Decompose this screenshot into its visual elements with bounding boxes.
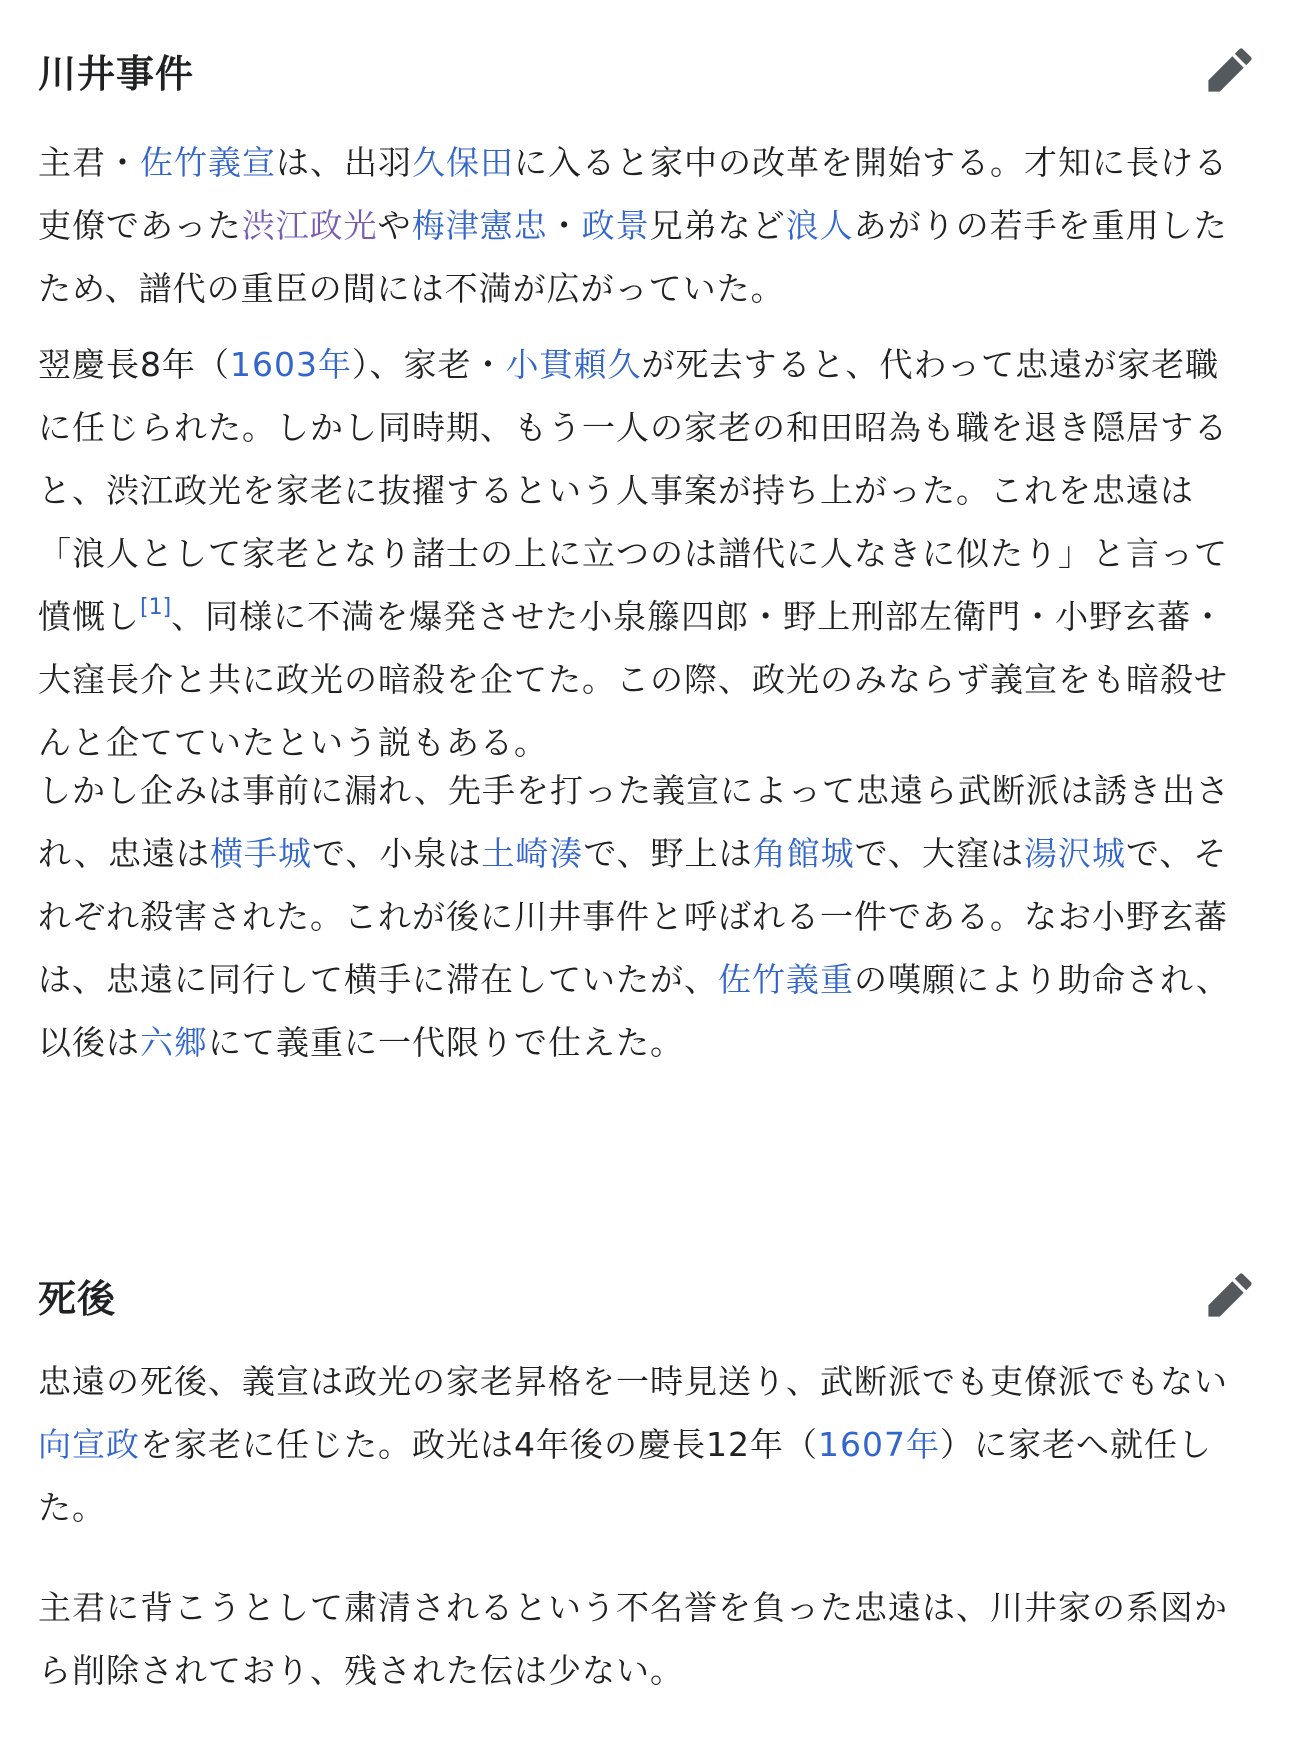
section-title: 死後 [38, 1276, 117, 1321]
wiki-link[interactable]: 浪人 [785, 206, 854, 245]
paragraph [38, 333, 1252, 774]
paragraph-text: で、それぞれ殺害された。これが後に川井事件と呼ばれる一件である。なお小野玄蕃は、忠遠に同行して横手に滞在していたが、 [38, 834, 1228, 999]
paragraph-text: 忠遠の死後、義宣は政光の家老昇格を一時見送り、武断派でも吏僚派でもない [38, 1362, 1228, 1401]
paragraph [38, 759, 1252, 1074]
section-header-after-death [38, 1265, 1254, 1325]
wiki-link[interactable]: 政景 [581, 206, 650, 245]
section-title: 川井事件 [38, 51, 195, 96]
wiki-link[interactable]: 1603年 [230, 345, 352, 384]
wiki-link[interactable]: 佐竹義重 [718, 960, 854, 999]
paragraph-text: を家老に任じた。政光は4年後の慶長12年（ [140, 1425, 818, 1464]
paragraph-text: にて義重に一代限りで仕えた。 [208, 1023, 684, 1062]
wiki-link[interactable]: 横手城 [209, 834, 312, 873]
wiki-link[interactable]: 湯沢城 [1024, 834, 1127, 873]
paragraph-text: で、大窪は [854, 834, 1025, 873]
reference-link[interactable]: [1] [140, 595, 172, 620]
wiki-link[interactable]: 1607年 [818, 1425, 940, 1464]
wiki-link[interactable]: 角館城 [752, 834, 855, 873]
paragraph-text: あがりの若手を重用したため、譜代の重臣の間には不満が広がっていた。 [38, 206, 1228, 308]
paragraph [38, 1350, 1252, 1539]
paragraph-text: ・ [547, 206, 582, 245]
paragraph-text: に入ると家中の改革を開始する。才知に長ける吏僚であった [38, 143, 1228, 245]
wiki-link[interactable]: 小貫頼久 [505, 345, 642, 384]
wiki-link[interactable]: 渋江政光 [241, 206, 378, 245]
paragraph-text: 、同様に不満を爆発させた小泉籐四郎・野上刑部左衛門・小野玄蕃・大窪長介と共に政光の暗殺を企てた。この際、政光のみならず義宣をも暗殺せんと企てていたという説もある。 [38, 597, 1228, 762]
paragraph-text: は、出羽 [276, 143, 412, 182]
paragraph-text: ）に家老へ就任した。 [38, 1425, 1212, 1527]
wiki-link[interactable]: 向宣政 [38, 1425, 140, 1464]
pencil-edit-icon[interactable] [1206, 1271, 1254, 1319]
pencil-edit-icon[interactable] [1206, 46, 1254, 94]
wiki-link[interactable]: 六郷 [140, 1023, 208, 1062]
paragraph-text: しかし企みは事前に漏れ、先手を打った義宣によって忠遠ら武断派は誘き出され、忠遠は [38, 771, 1230, 873]
paragraph-text: 兄弟など [649, 206, 786, 245]
paragraph-text: で、野上は [583, 834, 753, 873]
paragraph-text: 主君に背こうとして粛清されるという不名誉を負った忠遠は、川井家の系図から削除されており、残された伝は少ない。 [38, 1588, 1228, 1690]
paragraph-text: 翌慶長8年（ [38, 345, 230, 384]
wiki-link[interactable]: 土崎湊 [481, 834, 584, 873]
wiki-link[interactable]: 梅津憲忠 [411, 206, 548, 245]
section-header-kawai-incident [38, 40, 1254, 100]
paragraph-text: 主君・ [38, 143, 140, 182]
wiki-link[interactable]: 佐竹義宣 [140, 143, 276, 182]
paragraph-text: で、小泉は [311, 834, 482, 873]
paragraph-text: や [377, 206, 412, 245]
wiki-link[interactable]: 久保田 [412, 143, 514, 182]
paragraph-text: ）、家老・ [351, 345, 506, 384]
paragraph [38, 131, 1252, 320]
paragraph [38, 1576, 1252, 1702]
paragraph-text: が死去すると、代わって忠遠が家老職に任じられた。しかし同時期、もう一人の家老の和田昭為も職を退き隠居すると、渋江政光を家老に抜擢するという人事案が持ち上がった。これを忠遠は「浪人として家老となり諸士の上に立つのは譜代に人なきに似たり」と言って憤慨し [38, 345, 1228, 636]
paragraph-text: の嘆願により助命され、以後は [38, 960, 1230, 1062]
